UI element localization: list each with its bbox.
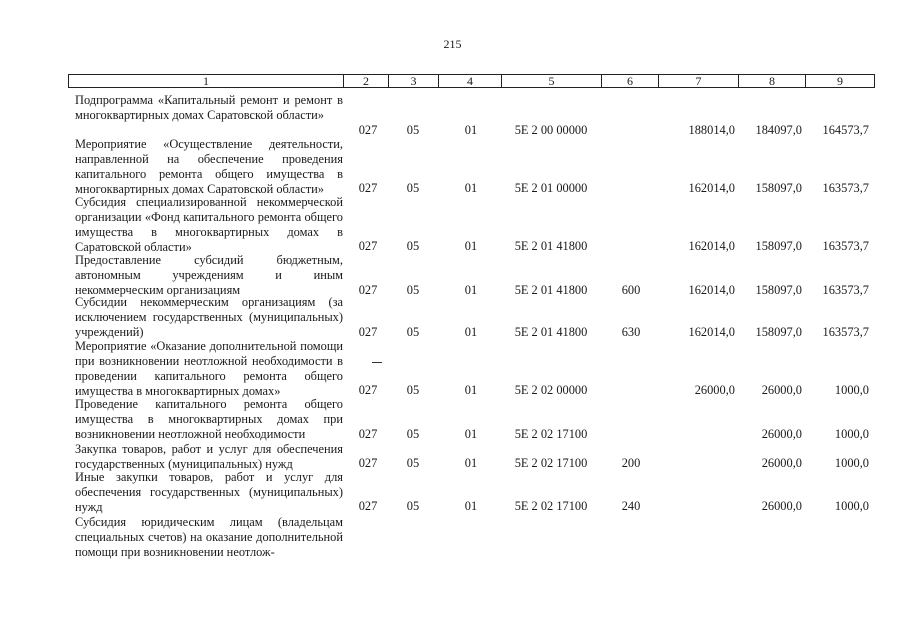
row-col-5: 5Е 2 01 41800 bbox=[514, 239, 588, 253]
row-description: Мероприятие «Осуществление деятельности, направленной на обеспечение проведения капитального ремонта общего имущества в многоквартирных домах Саратовской области» bbox=[75, 137, 343, 196]
row-description: Иные закупки товаров, работ и услуг для обеспечения государственных (муниципальных) нужд bbox=[75, 470, 343, 514]
row-col-8: 26000,0 bbox=[761, 427, 802, 441]
row-col-9: 163573,7 bbox=[822, 283, 869, 297]
row-col-2: 027 bbox=[358, 456, 378, 470]
header-col-8: 8 bbox=[738, 74, 806, 88]
row-col-9: 1000,0 bbox=[834, 427, 869, 441]
row-col-3: 05 bbox=[406, 325, 420, 339]
row-col-2: 027 bbox=[358, 383, 378, 397]
row-description: Субсидии некоммерческим организациям (за исключением государственных (муниципальных) учреждений) bbox=[75, 295, 343, 339]
row-description: Подпрограмма «Капитальный ремонт и ремонт в многоквартирных домах Саратовской области» bbox=[75, 93, 343, 122]
row-col-5: 5Е 2 01 41800 bbox=[514, 325, 588, 339]
row-col-9: 1000,0 bbox=[834, 499, 869, 513]
row-col-4: 01 bbox=[464, 239, 478, 253]
row-col-7: 162014,0 bbox=[688, 239, 735, 253]
header-col-9: 9 bbox=[805, 74, 875, 88]
row-col-5: 5Е 2 01 00000 bbox=[514, 181, 588, 195]
row-col-2: 027 bbox=[358, 181, 378, 195]
row-col-3: 05 bbox=[406, 427, 420, 441]
row-description: Закупка товаров, работ и услуг для обеспечения государственных (муниципальных) нужд bbox=[75, 442, 343, 471]
row-description: Субсидия юридическим лицам (владельцам специальных счетов) на оказание дополнительной помощи при возникновении неотлож- bbox=[75, 515, 343, 559]
row-col-8: 158097,0 bbox=[755, 325, 802, 339]
row-col-8: 184097,0 bbox=[755, 123, 802, 137]
row-col-6: 240 bbox=[621, 499, 641, 513]
row-col-9: 163573,7 bbox=[822, 325, 869, 339]
row-col-3: 05 bbox=[406, 383, 420, 397]
page-number: 215 bbox=[443, 37, 462, 51]
row-col-4: 01 bbox=[464, 181, 478, 195]
row-col-4: 01 bbox=[464, 499, 478, 513]
row-col-3: 05 bbox=[406, 456, 420, 470]
row-col-9: 1000,0 bbox=[834, 456, 869, 470]
header-col-2: 2 bbox=[343, 74, 389, 88]
row-description: Проведение капитального ремонта общего имущества в многоквартирных домах при возникновении неотложной необходимости bbox=[75, 397, 343, 441]
row-col-5: 5Е 2 02 00000 bbox=[514, 383, 588, 397]
header-col-6: 6 bbox=[601, 74, 659, 88]
row-col-4: 01 bbox=[464, 123, 478, 137]
row-col-8: 158097,0 bbox=[755, 239, 802, 253]
row-col-5: 5Е 2 01 41800 bbox=[514, 283, 588, 297]
row-col-4: 01 bbox=[464, 383, 478, 397]
row-col-3: 05 bbox=[406, 283, 420, 297]
row-col-3: 05 bbox=[406, 239, 420, 253]
row-col-7: 26000,0 bbox=[694, 383, 735, 397]
row-col-5: 5Е 2 00 00000 bbox=[514, 123, 588, 137]
header-col-7: 7 bbox=[658, 74, 739, 88]
row-col-8: 158097,0 bbox=[755, 181, 802, 195]
row-col-4: 01 bbox=[464, 427, 478, 441]
row-col-2: 027 bbox=[358, 427, 378, 441]
row-col-5: 5Е 2 02 17100 bbox=[514, 499, 588, 513]
row-col-6: 630 bbox=[621, 325, 641, 339]
row-col-2: 027 bbox=[358, 123, 378, 137]
row-description: Субсидия специализированной некоммерческой организации «Фонд капитального ремонта общего имущества в многоквартирных домах в Саратовской области» bbox=[75, 195, 343, 254]
header-col-4: 4 bbox=[438, 74, 502, 88]
row-col-9: 163573,7 bbox=[822, 239, 869, 253]
row-col-7: 162014,0 bbox=[688, 181, 735, 195]
row-col-5: 5Е 2 02 17100 bbox=[514, 427, 588, 441]
row-col-7: 162014,0 bbox=[688, 283, 735, 297]
row-col-7: 162014,0 bbox=[688, 325, 735, 339]
row-col-3: 05 bbox=[406, 499, 420, 513]
row-col-2: 027 bbox=[358, 283, 378, 297]
row-description: Мероприятие «Оказание дополнительной помощи при возникновении неотложной необходимости в проведении капитального ремонта общего имущества в многоквартирных домах» bbox=[75, 339, 343, 398]
dash-mark bbox=[372, 362, 382, 363]
row-col-4: 01 bbox=[464, 325, 478, 339]
row-col-8: 26000,0 bbox=[761, 383, 802, 397]
row-col-8: 26000,0 bbox=[761, 456, 802, 470]
header-col-5: 5 bbox=[501, 74, 602, 88]
header-col-1: 1 bbox=[68, 74, 344, 88]
row-col-9: 163573,7 bbox=[822, 181, 869, 195]
row-col-2: 027 bbox=[358, 325, 378, 339]
row-col-6: 200 bbox=[621, 456, 641, 470]
row-col-9: 1000,0 bbox=[834, 383, 869, 397]
row-col-8: 26000,0 bbox=[761, 499, 802, 513]
row-col-4: 01 bbox=[464, 283, 478, 297]
row-col-4: 01 bbox=[464, 456, 478, 470]
row-col-7: 188014,0 bbox=[688, 123, 735, 137]
row-col-3: 05 bbox=[406, 123, 420, 137]
row-description: Предоставление субсидий бюджетным, автономным учреждениям и иным некоммерческим организациям bbox=[75, 253, 343, 297]
row-col-3: 05 bbox=[406, 181, 420, 195]
row-col-9: 164573,7 bbox=[822, 123, 869, 137]
row-col-2: 027 bbox=[358, 239, 378, 253]
row-col-5: 5Е 2 02 17100 bbox=[514, 456, 588, 470]
row-col-2: 027 bbox=[358, 499, 378, 513]
row-col-6: 600 bbox=[621, 283, 641, 297]
row-col-8: 158097,0 bbox=[755, 283, 802, 297]
header-col-3: 3 bbox=[388, 74, 439, 88]
